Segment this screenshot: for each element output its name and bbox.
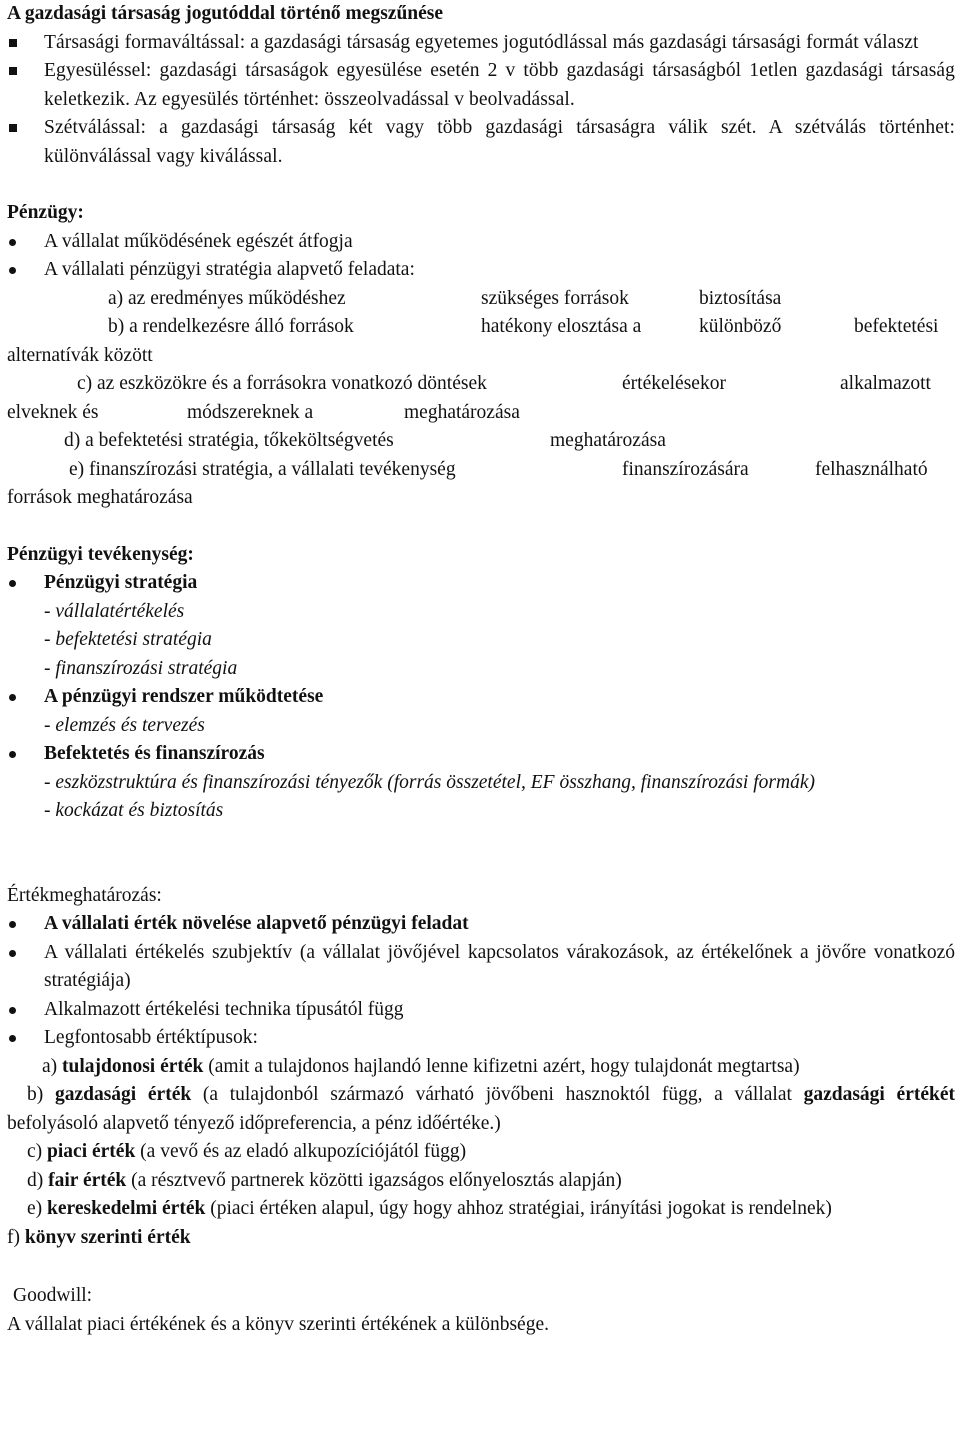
list-item — [7, 256, 955, 285]
square-bullet-icon — [7, 57, 44, 85]
task-b-part: befektetési — [854, 316, 939, 337]
sub-item: - eszközstruktúra és finanszírozási tényezők (forrás összetétel, EF összhang, finanszírozási formák) — [44, 771, 815, 793]
value-type-c — [7, 1138, 955, 1167]
task-e-part: finanszírozására — [622, 458, 749, 480]
list-item-text: Szétválással: a gazdasági társaság két vagy több gazdasági társaságra válik szét. A szétválás történhet: különválással vagy kiválással. — [44, 117, 955, 167]
value-type-prefix: d) — [27, 1169, 49, 1191]
value-type-name: tulajdonosi érték — [62, 1055, 204, 1077]
task-a — [7, 285, 955, 314]
value-type-a — [7, 1053, 955, 1082]
task-c-cont — [7, 399, 955, 428]
list-item — [7, 740, 955, 769]
value-type-prefix: f) — [7, 1226, 25, 1248]
section-title-megszunes: A gazdasági társaság jogutóddal történő megszűnése — [7, 3, 444, 24]
task-e-part: felhasználható — [815, 458, 928, 480]
task-b-cont: alternatívák között — [7, 344, 153, 366]
list-item — [7, 683, 955, 712]
value-type-desc: befolyásoló alapvető tényező időpreferencia, a pénz időértéke.) — [7, 1112, 501, 1134]
task-a-part: szükséges források — [481, 287, 629, 309]
task-b — [7, 313, 955, 342]
value-type-desc: (piaci értéken alapul, úgy hogy ahhoz stratégiai, irányítási jogokat is rendelnek) — [205, 1198, 832, 1219]
bullet-icon — [7, 683, 44, 711]
square-bullet-icon — [7, 114, 44, 142]
task-c-cont-part: módszereknek a — [187, 401, 314, 423]
value-type-name: piaci érték — [47, 1141, 136, 1162]
bullet-icon — [7, 910, 44, 938]
task-b-part: különböző — [699, 316, 782, 337]
section-title-tevekenyseg: Pénzügyi tevékenység: — [7, 543, 194, 565]
bullet-icon — [7, 740, 44, 768]
sub-item: - elemzés és tervezés — [44, 714, 205, 736]
task-c-part: értékelésekor — [622, 373, 726, 394]
task-a-part: biztosítása — [699, 287, 782, 309]
value-type-name: fair érték — [48, 1169, 127, 1191]
sub-item: - kockázat és biztosítás — [44, 800, 224, 821]
value-type-desc: (a résztvevő partnerek közötti igazságos előnyelosztás alapján) — [126, 1169, 622, 1191]
value-type-name: könyv szerinti érték — [24, 1226, 191, 1248]
list-item — [7, 1024, 955, 1053]
task-c-cont-part: elveknek és — [7, 401, 99, 423]
task-a-part: a) az eredményes működéshez — [108, 287, 346, 309]
value-type-name: kereskedelmi érték — [47, 1198, 206, 1219]
bullet-icon — [7, 996, 44, 1024]
value-type-f — [7, 1224, 955, 1253]
task-e-part: e) finanszírozási stratégia, a vállalati tevékenység — [69, 458, 456, 480]
value-type-prefix: e) — [27, 1198, 48, 1219]
list-item-text: Befektetés és finanszírozás — [44, 743, 265, 764]
bullet-icon — [7, 256, 44, 284]
value-type-desc: (a vevő és az eladó alkupozíciójától függ) — [135, 1141, 467, 1162]
section-title-goodwill: Goodwill: — [13, 1285, 93, 1306]
task-c-part: c) az eszközökre és a forrásokra vonatkozó döntések — [77, 373, 487, 394]
list-item-text: A vállalati pénzügyi stratégia alapvető feladata: — [44, 259, 415, 280]
sub-item: - finanszírozási stratégia — [44, 657, 238, 679]
value-type-name: gazdasági értékét — [803, 1084, 955, 1105]
list-item — [7, 29, 955, 58]
section-title-ertek: Értékmeghatározás: — [7, 884, 162, 906]
goodwill-text: A vállalat piaci értékének és a könyv szerinti értékének a különbsége. — [7, 1313, 549, 1335]
value-type-prefix: c) — [27, 1141, 48, 1162]
bullet-icon — [7, 939, 44, 967]
list-item-text: Egyesüléssel: gazdasági társaságok egyesülése esetén 2 v több gazdasági társaságból 1etlen gazdasági társaság keletkezik. Az egyesülés történhet: összeolvadással v beolvadással. — [44, 60, 955, 110]
list-item-text: A pénzügyi rendszer működtetése — [44, 686, 324, 707]
section-title-penzugy: Pénzügy: — [7, 202, 84, 223]
list-item-text: Pénzügyi stratégia — [44, 572, 198, 593]
sub-item: - befektetési stratégia — [44, 629, 212, 650]
list-item-text: A vállalat működésének egészét átfogja — [44, 230, 353, 252]
value-type-desc: (amit a tulajdonos hajlandó lenne kifizetni azért, hogy tulajdonát megtartsa) — [203, 1055, 800, 1077]
document-page — [7, 0, 955, 1339]
square-bullet-icon — [7, 29, 44, 57]
list-item — [7, 996, 955, 1025]
list-item-text: Legfontosabb értéktípusok: — [44, 1027, 258, 1048]
bullet-icon — [7, 1024, 44, 1052]
value-type-name: gazdasági érték — [54, 1084, 192, 1105]
task-d-part: meghatározása — [550, 430, 666, 451]
list-item-text: A vállalati érték növelése alapvető pénzügyi feladat — [44, 913, 469, 934]
task-b-part: hatékony elosztása a — [481, 316, 642, 337]
task-c-cont-part: meghatározása — [404, 401, 520, 423]
task-d-part: d) a befektetési stratégia, tőkeköltségvetés — [64, 430, 394, 451]
value-type-prefix: b) — [27, 1084, 55, 1105]
value-type-prefix: a) — [42, 1055, 63, 1077]
list-item-text: A vállalati értékelés szubjektív (a vállalat jövőjével kapcsolatos várakozások, az értékelőnek a jövőre vonatkozó stratégiája) — [44, 941, 955, 991]
task-e-cont: források meghatározása — [7, 487, 193, 508]
list-item — [7, 114, 955, 171]
task-c-part: alkalmazott — [840, 373, 931, 394]
bullet-icon — [7, 569, 44, 597]
list-item — [7, 569, 955, 598]
list-item — [7, 228, 955, 257]
list-item-text: Alkalmazott értékelési technika típusától függ — [44, 998, 404, 1020]
list-item — [7, 910, 955, 939]
list-item — [7, 939, 955, 996]
task-b-part: b) a rendelkezésre álló források — [108, 316, 354, 337]
sub-item: - vállalatértékelés — [44, 600, 185, 622]
value-type-d — [7, 1167, 955, 1196]
task-c — [7, 370, 955, 399]
value-type-b — [7, 1081, 955, 1138]
task-d — [7, 427, 955, 456]
value-type-desc: (a tulajdonból származó várható jövőbeni hasznoktól függ, a vállalat — [191, 1084, 804, 1105]
value-type-e — [7, 1195, 955, 1224]
list-item — [7, 57, 955, 114]
task-e — [7, 456, 955, 485]
bullet-icon — [7, 228, 44, 256]
list-item-text: Társasági formaváltással: a gazdasági társaság egyetemes jogutódlással más gazdasági társasági formát választ — [44, 31, 919, 53]
